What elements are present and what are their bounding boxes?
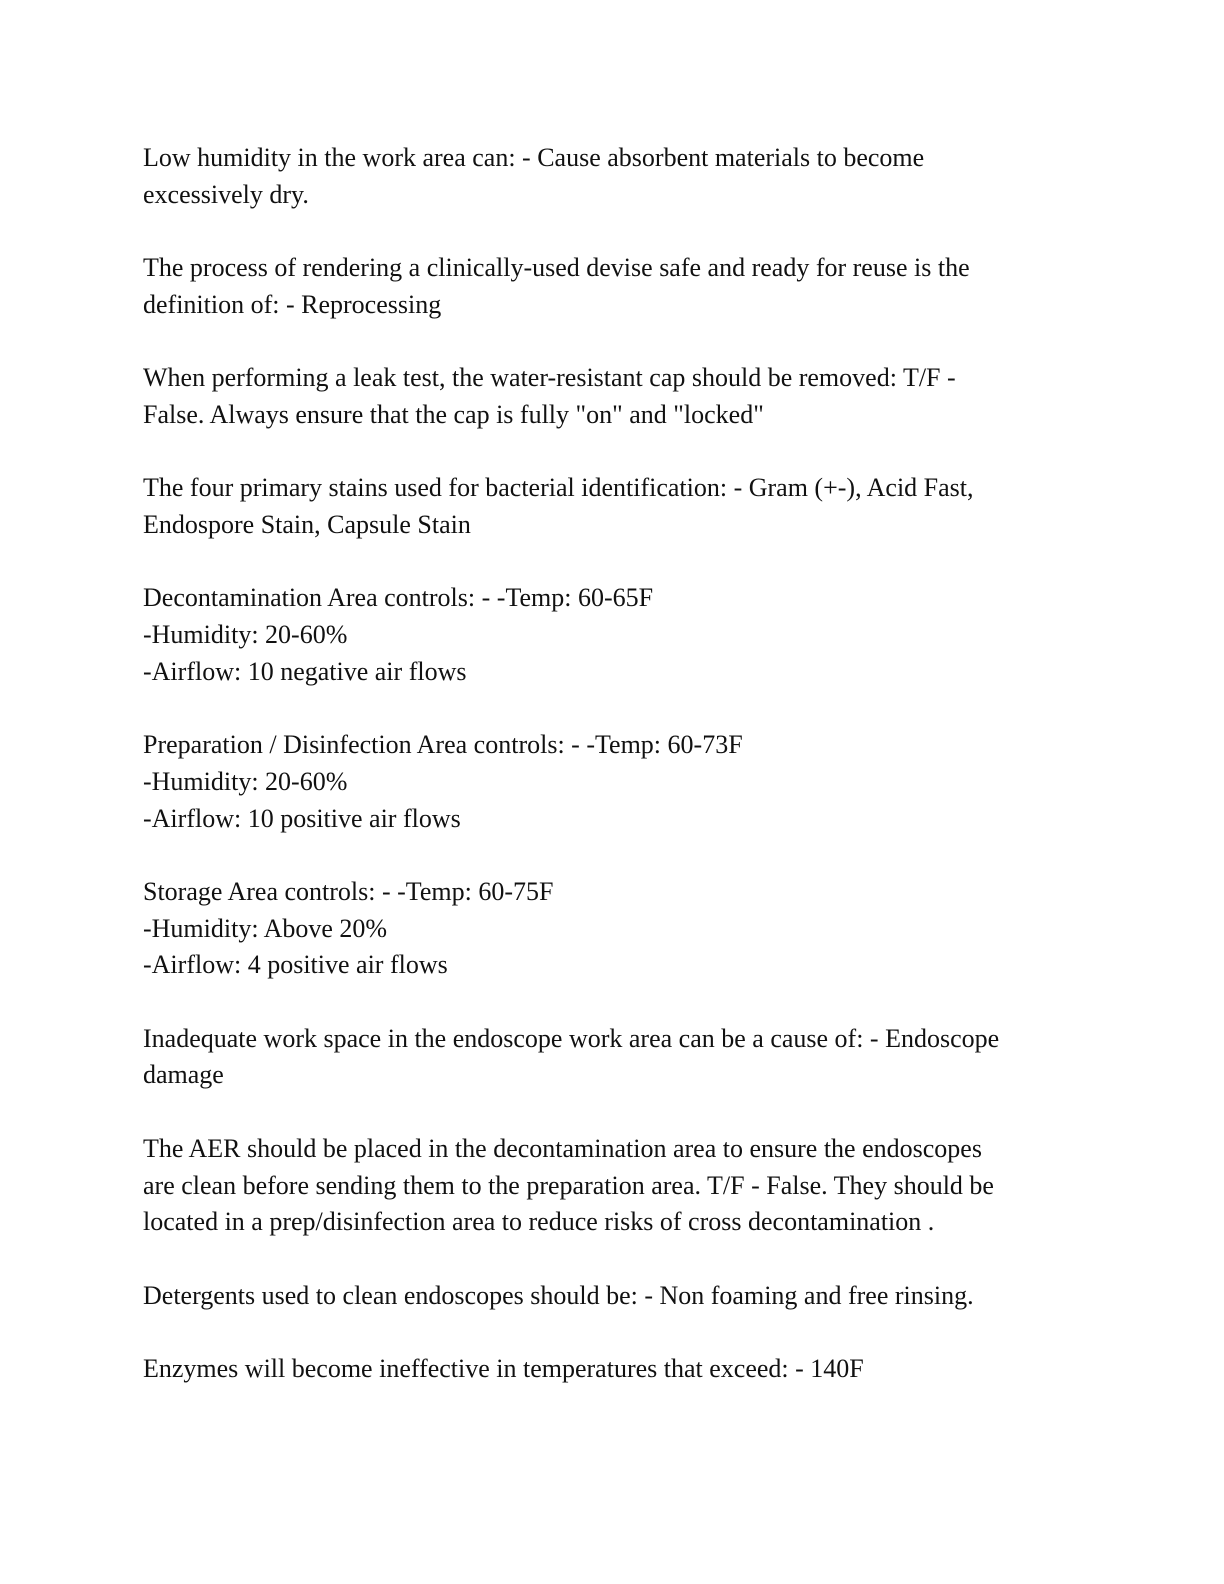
- paragraph-line: The process of rendering a clinically-used devise safe and ready for reuse is the: [143, 253, 970, 283]
- paragraph-enzymes: [143, 1351, 1073, 1388]
- paragraph-line: located in a prep/disinfection area to reduce risks of cross decontamination .: [143, 1207, 935, 1237]
- paragraph-aer-placement: [143, 1131, 1073, 1241]
- paragraph-leak-test: [143, 360, 1073, 433]
- paragraph-low-humidity: [143, 140, 1073, 213]
- paragraph-line: The four primary stains used for bacterial identification: - Gram (+-), Acid Fast,: [143, 473, 974, 503]
- paragraph-storage-controls: [143, 874, 1073, 984]
- paragraph-line: Inadequate work space in the endoscope work area can be a cause of: - Endoscope: [143, 1023, 1000, 1053]
- paragraph-preparation-controls: [143, 727, 1073, 837]
- paragraph-line: When performing a leak test, the water-resistant cap should be removed: T/F -: [143, 363, 956, 393]
- paragraph-line: are clean before sending them to the preparation area. T/F - False. They should be: [143, 1170, 994, 1200]
- paragraph-line: Decontamination Area controls: - -Temp: 60-65F: [143, 583, 654, 613]
- paragraph-work-space: [143, 1021, 1073, 1094]
- paragraph-detergents: [143, 1278, 1073, 1315]
- paragraph-line: -Humidity: Above 20%: [143, 913, 388, 943]
- paragraph-line: -Airflow: 10 negative air flows: [143, 656, 467, 686]
- paragraph-line: damage: [143, 1060, 224, 1090]
- paragraph-line: Enzymes will become ineffective in temperatures that exceed: - 140F: [143, 1354, 864, 1384]
- paragraph-line: Low humidity in the work area can: - Cause absorbent materials to become: [143, 143, 925, 172]
- paragraph-line: The AER should be placed in the decontamination area to ensure the endoscopes: [143, 1133, 982, 1163]
- paragraph-line: -Humidity: 20-60%: [143, 620, 348, 650]
- paragraph-line: Detergents used to clean endoscopes should be: - Non foaming and free rinsing.: [143, 1280, 974, 1310]
- paragraph-line: Storage Area controls: - -Temp: 60-75F: [143, 876, 554, 906]
- paragraph-line: -Humidity: 20-60%: [143, 766, 348, 796]
- paragraph-line: -Airflow: 4 positive air flows: [143, 950, 448, 980]
- paragraph-line: -Airflow: 10 positive air flows: [143, 803, 461, 833]
- paragraph-line: Preparation / Disinfection Area controls: - -Temp: 60-73F: [143, 730, 743, 760]
- paragraph-line: excessively dry.: [143, 179, 309, 209]
- document-body: [143, 140, 1073, 1424]
- paragraph-decontamination-controls: [143, 580, 1073, 690]
- paragraph-line: False. Always ensure that the cap is fully "on" and "locked": [143, 399, 764, 429]
- paragraph-stains: [143, 470, 1073, 543]
- paragraph-line: definition of: - Reprocessing: [143, 289, 442, 319]
- paragraph-reprocessing: [143, 250, 1073, 323]
- paragraph-line: Endospore Stain, Capsule Stain: [143, 509, 471, 539]
